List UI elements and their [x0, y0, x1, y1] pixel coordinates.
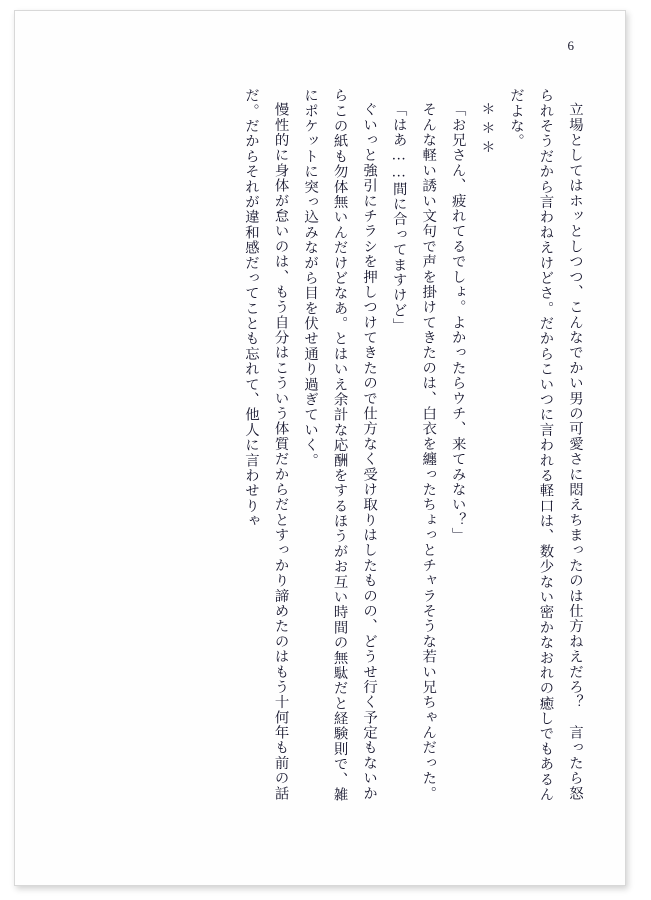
vertical-text-body — [69, 88, 589, 808]
paragraph-2: 「お兄さん、疲れてるでしょ。よかったらウチ、来てみない？」 — [449, 102, 466, 543]
paragraph-5: ぐいっと強引にチラシを押しつけてきたので仕方なく受け取りはしたものの、どうせ行く予定もないからこの紙も勿体無いんだけどなあ。とはいえ余計な応酬をするほうがお互い時間の無駄だと経験則で、雑にポケットに突っ込みながら目を伏せ通り過ぎていく。 — [302, 88, 378, 803]
scene-break-glyphs: ＊＊＊ — [479, 102, 495, 159]
paragraph-6: 慢性的に身体が怠いのは、もう自分はこういう体質だからだとすっかり諦めたのはもう十何年も前の話だ。だからそれが違和感だってことも忘れて、他人に言わせりゃ — [243, 88, 289, 802]
paragraph-4: 「はあ……間に合ってますけど」 — [390, 102, 407, 334]
scene-break-separator — [472, 88, 501, 808]
paragraph-1: 立場としてはホッとしつつ、こんなでかい男の可愛さに悶えちまったのは仕方ねえだろ？ 言ったら怒られそうだから言わねえけどさ。だからこいつに言われる軽口は、数少ない密かなおれの癒しでもあるんだよな。 — [507, 88, 583, 803]
page-number: 6 — [567, 38, 574, 53]
paragraph-3: そんな軽い誘い文句で声を掛けてきたのは、白衣を纏ったちょっとチャラそうな若い兄ちゃんだった。 — [420, 102, 437, 802]
